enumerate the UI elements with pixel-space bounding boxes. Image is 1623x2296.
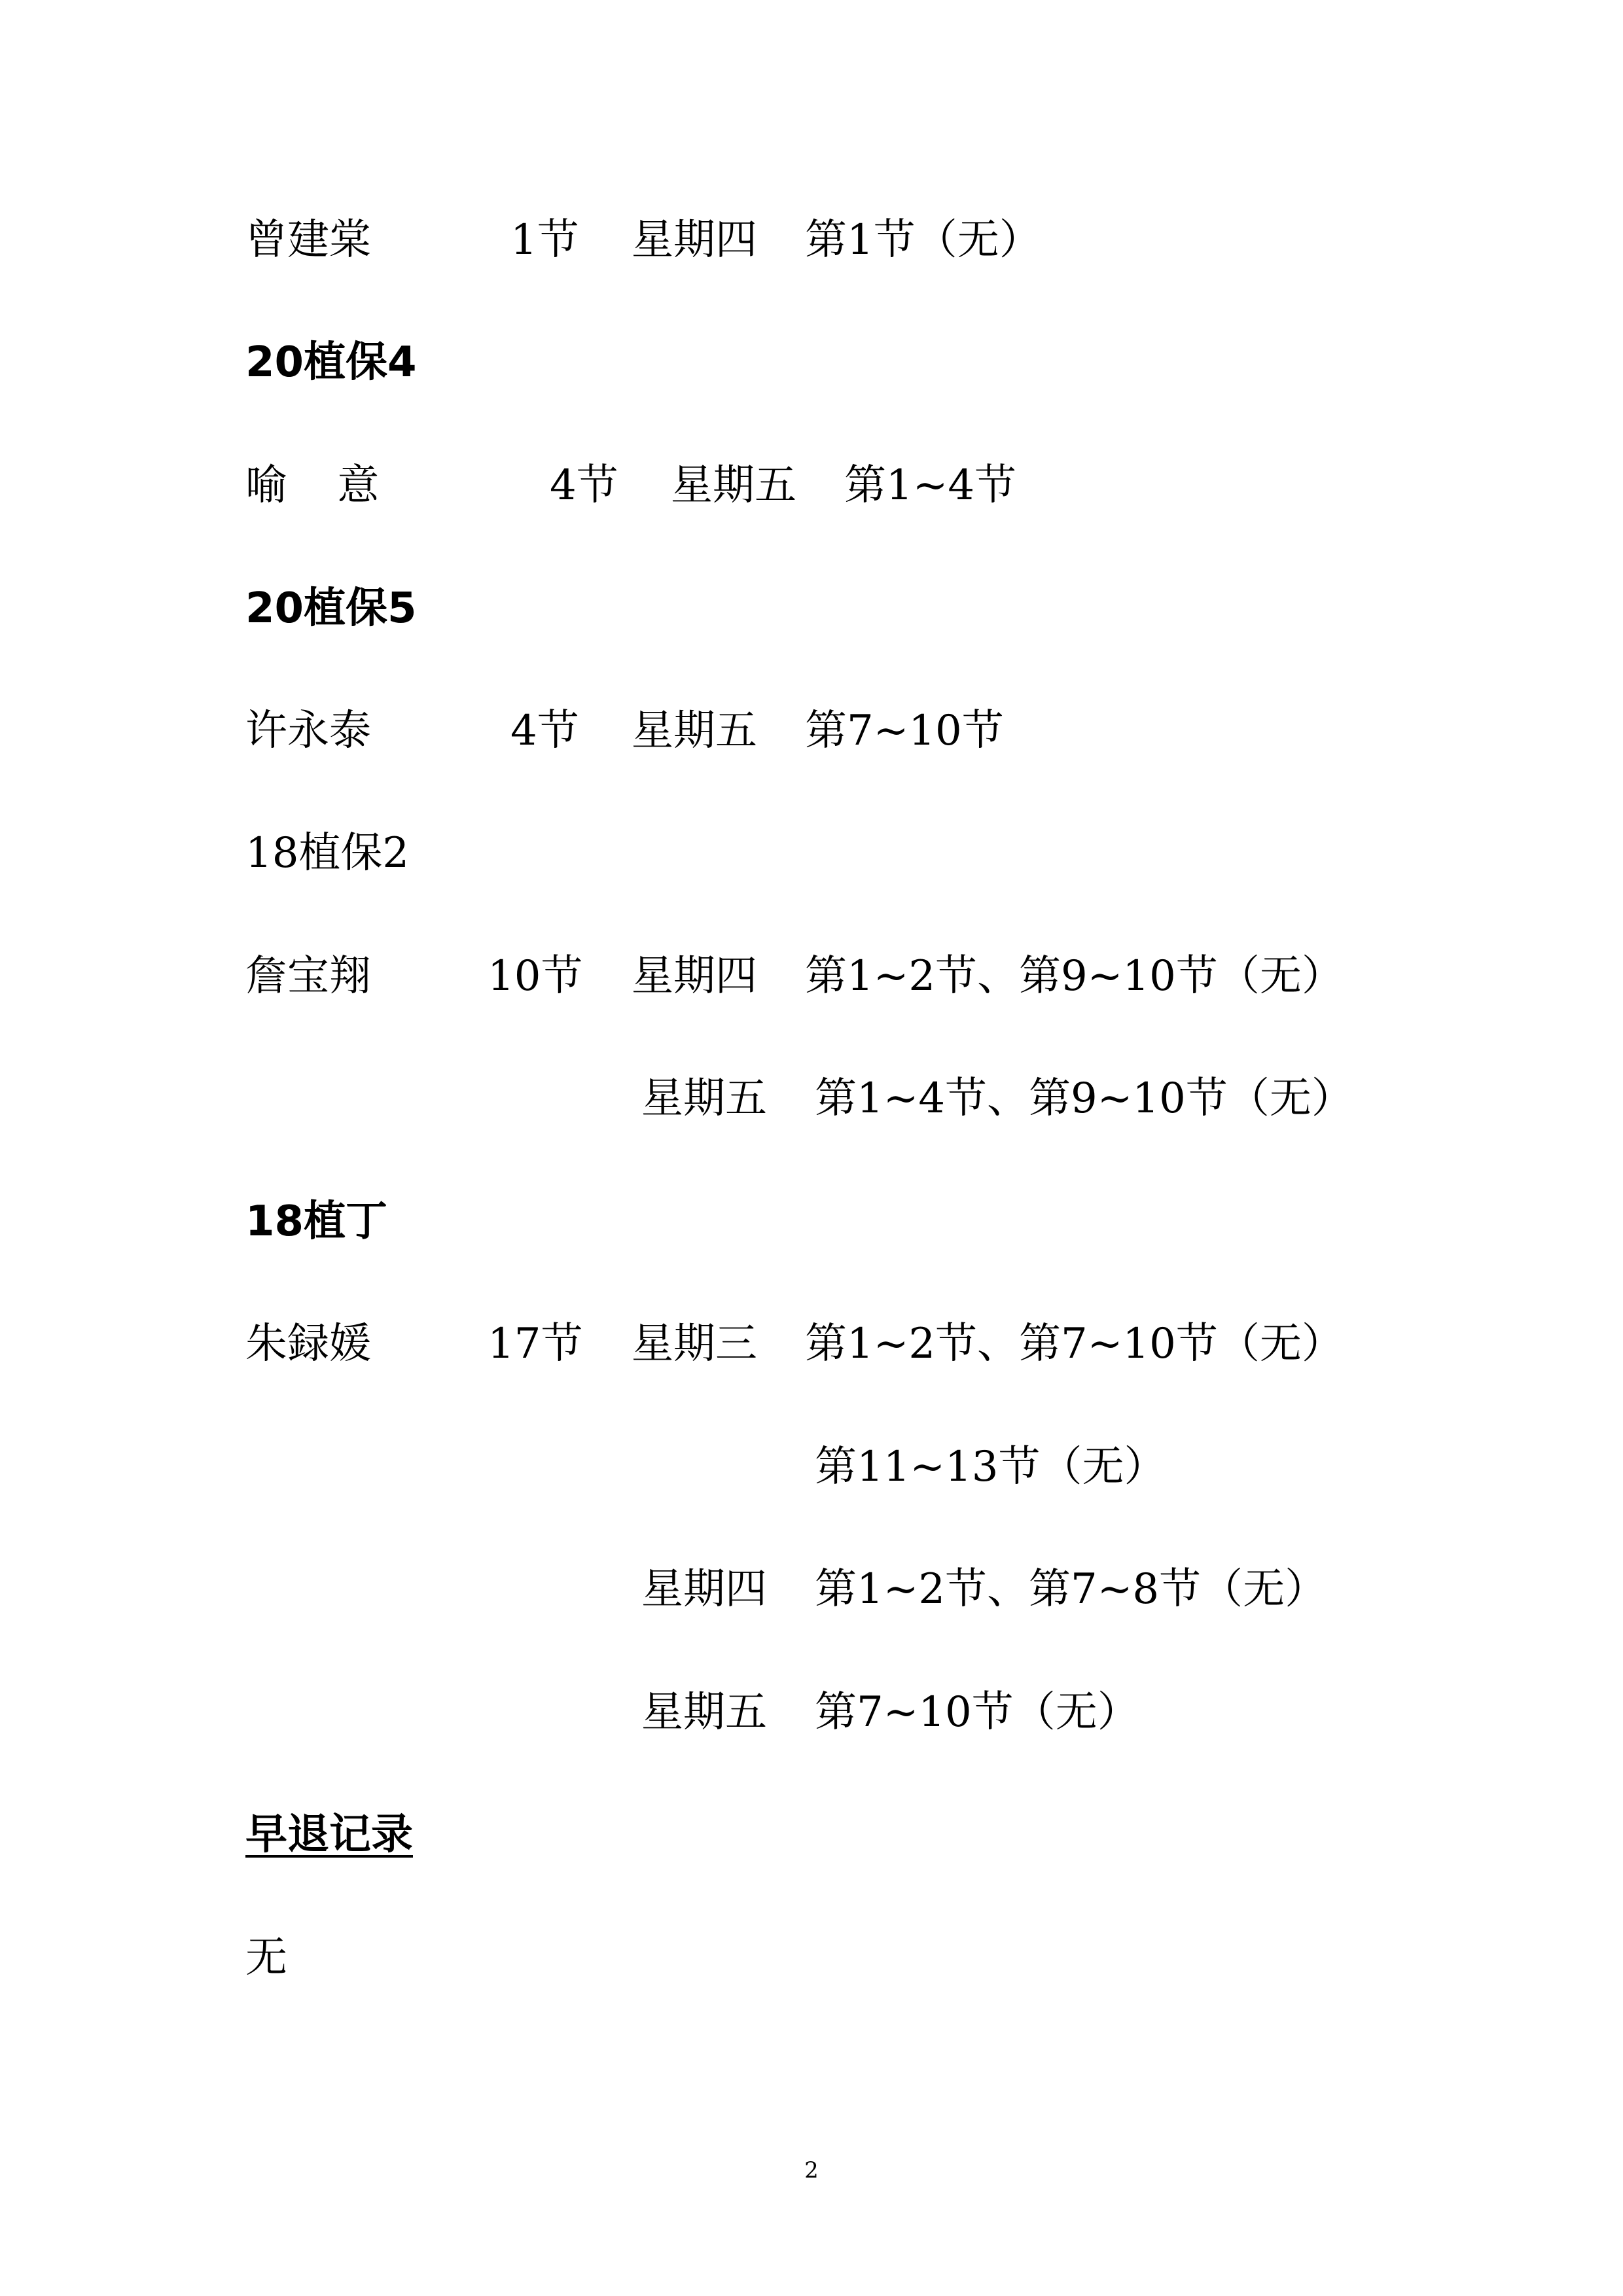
record-name: 许永泰 [245,707,371,755]
record-day: 星期五 [641,1688,767,1737]
section-title: 早退记录 [245,1810,413,1859]
record-periods: 第1~4节 [844,461,1017,510]
record-periods: 第7~10节 [805,707,1004,755]
record-hours: 17节 [488,1320,583,1368]
record-hours: 4节 [510,707,579,755]
record-day: 星期三 [632,1320,757,1368]
record-name: 詹宝翔 [245,952,371,1000]
record-periods: 第1~2节、第9~10节（无） [805,952,1344,1000]
record-day: 星期四 [632,952,757,1000]
record-hours: 1节 [510,216,579,264]
class-heading: 18植丁 [245,1197,388,1246]
record-periods: 第1~4节、第9~10节（无） [815,1074,1353,1123]
page-number: 2 [804,2157,819,2183]
record-day: 星期五 [632,707,757,755]
record-periods: 第1节（无） [805,216,1041,264]
record-day: 星期四 [641,1565,767,1614]
record-name: 曾建棠 [245,216,371,264]
class-heading: 20植保5 [245,584,417,633]
section-content: 无 [245,1934,287,1982]
record-hours: 4节 [550,461,618,510]
record-periods: 第1~2节、第7~10节（无） [805,1320,1344,1368]
record-day: 星期五 [641,1074,767,1123]
record-name: 朱録媛 [245,1320,371,1368]
record-day: 星期四 [632,216,757,264]
record-hours: 10节 [488,952,583,1000]
record-periods: 第1~2节、第7~8节（无） [815,1565,1327,1614]
record-day: 星期五 [671,461,796,510]
record-periods: 第11~13节（无） [815,1443,1166,1491]
record-periods: 第7~10节（无） [815,1688,1139,1737]
class-heading: 20植保4 [245,338,417,387]
class-label: 18植保2 [245,829,410,877]
record-name: 喻 意 [245,461,398,510]
